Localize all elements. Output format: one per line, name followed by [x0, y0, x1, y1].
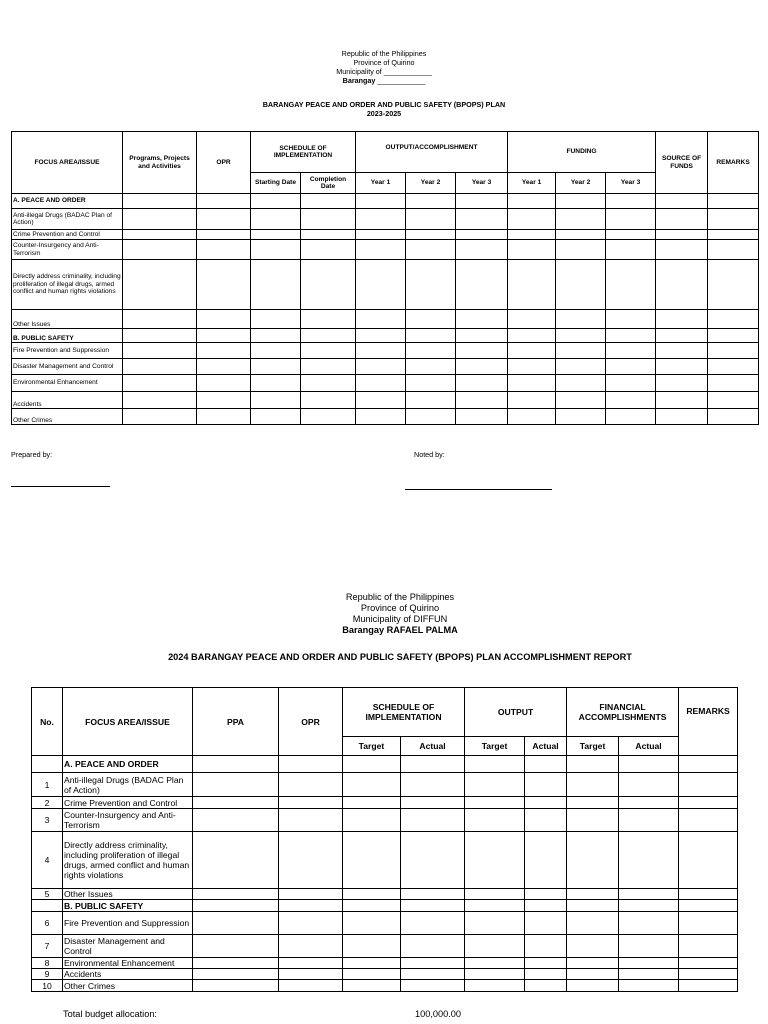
prepared-by-signature-line: [11, 486, 110, 487]
plan-col-ppa: Programs, Projects and Activities: [123, 132, 197, 194]
report-row-label: Other Crimes: [63, 980, 193, 992]
plan-barangay-blank: ____________: [377, 76, 426, 85]
report-row-label: Environmental Enhancement: [63, 958, 193, 969]
report-row-label: Counter-Insurgency and Anti-Terrorism: [63, 809, 193, 832]
plan-row-label: Anti-illegal Drugs (BADAC Plan of Action): [12, 209, 123, 230]
report-title: 2024 BARANGAY PEACE AND ORDER AND PUBLIC SAFETY (BPOPS) PLAN ACCOMPLISHMENT REPORT: [168, 652, 632, 662]
plan-row: [12, 194, 759, 209]
plan-row: [12, 329, 759, 343]
plan-col-start: Starting Date: [251, 173, 301, 194]
plan-col-funding-year2: Year 2: [556, 173, 606, 194]
report-row-label: Disaster Management and Control: [63, 935, 193, 958]
report-row-label: Directly address criminality, including proliferation of illegal drugs, armed conflict and human rights violations: [63, 832, 193, 889]
plan-col-opr: OPR: [197, 132, 251, 194]
report-header: [250, 592, 550, 636]
report-col-output-target: Target: [465, 737, 525, 756]
report-row: [32, 832, 738, 889]
report-row-label: Fire Prevention and Suppression: [63, 912, 193, 935]
plan-republic: Republic of the Philippines: [341, 49, 427, 58]
report-col-financial-target: Target: [567, 737, 619, 756]
report-col-output: OUTPUT: [465, 688, 567, 737]
plan-row-label: Crime Prevention and Control: [12, 230, 123, 240]
plan-row: [12, 375, 759, 392]
report-row-label: B. PUBLIC SAFETY: [63, 900, 193, 912]
plan-title: BARANGAY PEACE AND ORDER AND PUBLIC SAFETY (BPOPS) PLAN: [262, 100, 506, 109]
report-col-financial-actual: Actual: [619, 737, 679, 756]
plan-col-output-year3: Year 3: [456, 173, 508, 194]
report-row-label: Crime Prevention and Control: [63, 797, 193, 809]
plan-col-funding: FUNDING: [508, 132, 656, 173]
prepared-by-label: Prepared by:: [11, 450, 53, 459]
budget-label: Total budget allocation:: [63, 1009, 157, 1019]
report-row-label: A. PEACE AND ORDER: [63, 756, 193, 773]
report-row: [32, 773, 738, 797]
plan-municipality: Municipality of ____________: [336, 67, 432, 76]
plan-col-focus: FOCUS AREA/ISSUE: [12, 132, 123, 194]
report-republic: Republic of the Philippines: [345, 592, 455, 602]
report-col-no: No.: [32, 688, 63, 756]
plan-row-label: Accidents: [12, 392, 123, 409]
report-table: [31, 687, 738, 992]
report-col-financial: FINANCIAL ACCOMPLISHMENTS: [567, 688, 679, 737]
report-row-label: Other Issues: [63, 889, 193, 900]
report-row: [32, 935, 738, 958]
plan-col-funding-year1: Year 1: [508, 173, 556, 194]
plan-barangay-label: Barangay: [342, 76, 376, 85]
plan-row-label: Environmental Enhancement: [12, 375, 123, 392]
report-row: [32, 900, 738, 912]
report-col-schedule-actual: Actual: [401, 737, 465, 756]
plan-row-label: Other Crimes: [12, 409, 123, 425]
plan-row: [12, 310, 759, 329]
plan-col-funding-year3: Year 3: [606, 173, 656, 194]
report-row-no: 10: [32, 980, 63, 992]
report-row-label: Anti-illegal Drugs (BADAC Plan of Action): [63, 773, 193, 797]
noted-by-label: Noted by:: [414, 450, 445, 459]
report-col-remarks: REMARKS: [679, 688, 738, 756]
budget-value: 100,000.00: [415, 1009, 461, 1019]
report-barangay: Barangay RAFAEL PALMA: [342, 625, 458, 635]
report-row: [32, 912, 738, 935]
report-row-no: 4: [32, 832, 63, 889]
report-row-no: 9: [32, 969, 63, 980]
plan-header: [234, 49, 534, 85]
report-row: [32, 889, 738, 900]
report-row-no: 8: [32, 958, 63, 969]
noted-by-signature-line: [405, 489, 552, 490]
plan-table: [11, 131, 759, 425]
plan-row: [12, 392, 759, 409]
plan-row: [12, 260, 759, 310]
report-municipality: Municipality of DIFFUN: [352, 614, 448, 624]
report-col-opr: OPR: [279, 688, 343, 756]
plan-row-label: B. PUBLIC SAFETY: [12, 329, 123, 343]
plan-col-schedule: SCHEDULE OF IMPLEMENTATION: [251, 132, 356, 173]
plan-col-completion: Completion Date: [301, 173, 356, 194]
plan-col-output-year1: Year 1: [356, 173, 406, 194]
report-row-no: 6: [32, 912, 63, 935]
plan-barangay: [234, 76, 534, 85]
report-row: [32, 809, 738, 832]
report-row-no: 5: [32, 889, 63, 900]
report-row: [32, 756, 738, 773]
report-col-output-actual: Actual: [525, 737, 567, 756]
report-row: [32, 980, 738, 992]
plan-province: Province of Quirino: [353, 58, 415, 67]
report-row-no: 7: [32, 935, 63, 958]
plan-period: 2023-2025: [366, 109, 402, 118]
plan-row-label: Counter-Insurgency and Anti-Terrorism: [12, 240, 123, 260]
report-row-no: [32, 756, 63, 773]
report-row-label: Accidents: [63, 969, 193, 980]
plan-row-label: Other Issues: [12, 310, 123, 329]
plan-col-source: SOURCE OF FUNDS: [656, 132, 708, 194]
report-row: [32, 958, 738, 969]
plan-col-remarks: REMARKS: [708, 132, 759, 194]
plan-col-output: OUTPUT/ACCOMPLISHMENT: [356, 132, 508, 173]
report-col-schedule-target: Target: [343, 737, 401, 756]
report-col-ppa: PPA: [193, 688, 279, 756]
report-province: Province of Quirino: [360, 603, 440, 613]
report-row-no: 2: [32, 797, 63, 809]
plan-row-label: Disaster Management and Control: [12, 359, 123, 375]
report-row: [32, 797, 738, 809]
plan-row-label: Directly address criminality, including proliferation of illegal drugs, armed conflict and human rights violations: [12, 260, 123, 310]
plan-row: [12, 359, 759, 375]
plan-row: [12, 240, 759, 260]
plan-title-block: [134, 100, 634, 118]
plan-col-output-year2: Year 2: [406, 173, 456, 194]
report-row-no: 1: [32, 773, 63, 797]
plan-row-label: Fire Prevention and Suppression: [12, 343, 123, 359]
report-col-focus: FOCUS AREA/ISSUE: [63, 688, 193, 756]
plan-row: [12, 230, 759, 240]
report-row-no: 3: [32, 809, 63, 832]
plan-row: [12, 209, 759, 230]
report-row: [32, 969, 738, 980]
report-col-schedule: SCHEDULE OF IMPLEMENTATION: [343, 688, 465, 737]
plan-row: [12, 409, 759, 425]
report-row-no: [32, 900, 63, 912]
plan-row-label: A. PEACE AND ORDER: [12, 194, 123, 209]
plan-row: [12, 343, 759, 359]
